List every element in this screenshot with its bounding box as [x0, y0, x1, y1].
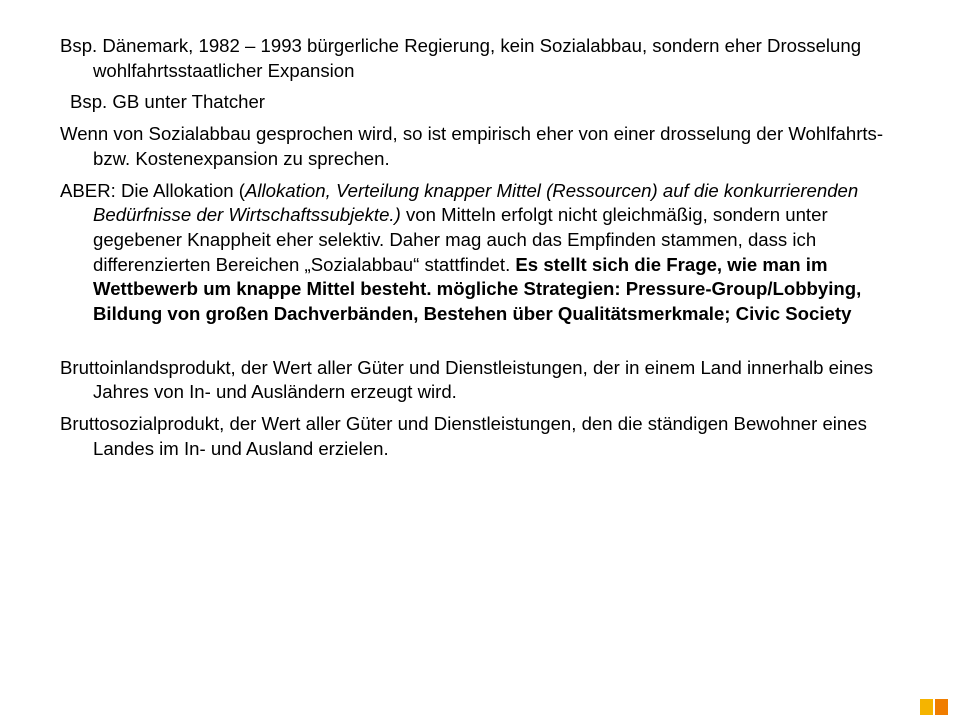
- paragraph-bruttosozialprodukt: Bruttosozialprodukt, der Wert aller Güter und Dienstleistungen, den die ständigen Bewohner eines Landes im In- und Ausland erzielen.: [60, 413, 867, 459]
- allokation-definition: Allokation, Verteilung knapper Mittel (Ressourcen) auf die konkurrierenden Bedürfnisse der Wirtschaftssubjekte.): [93, 179, 859, 226]
- logo-square-left: [920, 699, 933, 715]
- paragraph-sozialabbau: Wenn von Sozialabbau gesprochen wird, so ist empirisch eher von einer drosselung der Wohlfahrts- bzw. Kostenexpansion zu sprechen.: [60, 123, 884, 169]
- paragraph-allokation: [60, 179, 920, 327]
- paragraph-gb-thatcher: Bsp. GB unter Thatcher: [70, 91, 265, 113]
- corner-logo: [920, 699, 948, 715]
- slide-body: [60, 34, 920, 469]
- allokation-strategies: Es stellt sich die Frage, wie man im Wettbewerb um knappe Mittel besteht. mögliche Strategien: Pressure-Group/Lobbying, Bildung von großen Dachverbänden, Bestehen über Qualitätsmerkmale; Civic Society: [93, 253, 862, 325]
- paragraph-bruttoinlandsprodukt: Bruttoinlandsprodukt, der Wert aller Güter und Dienstleistungen, der in einem Land innerhalb eines Jahres von In- und Ausländern erzeugt wird.: [60, 356, 874, 403]
- paragraph-daenemark: Bsp. Dänemark, 1982 – 1993 bürgerliche Regierung, kein Sozialabbau, sondern eher Drosselung wohlfahrtsstaatlicher Expansion: [60, 35, 862, 81]
- logo-square-right: [935, 699, 948, 715]
- allokation-body: von Mitteln erfolgt nicht gleichmäßig, sondern unter gegebener Knappheit eher selektiv. Daher mag auch das Empfinden stammen, dass ich differenzierten Bereichen „Sozialabbau“ stattfindet.: [93, 204, 828, 275]
- allokation-intro: ABER: Die Allokation (: [60, 179, 245, 201]
